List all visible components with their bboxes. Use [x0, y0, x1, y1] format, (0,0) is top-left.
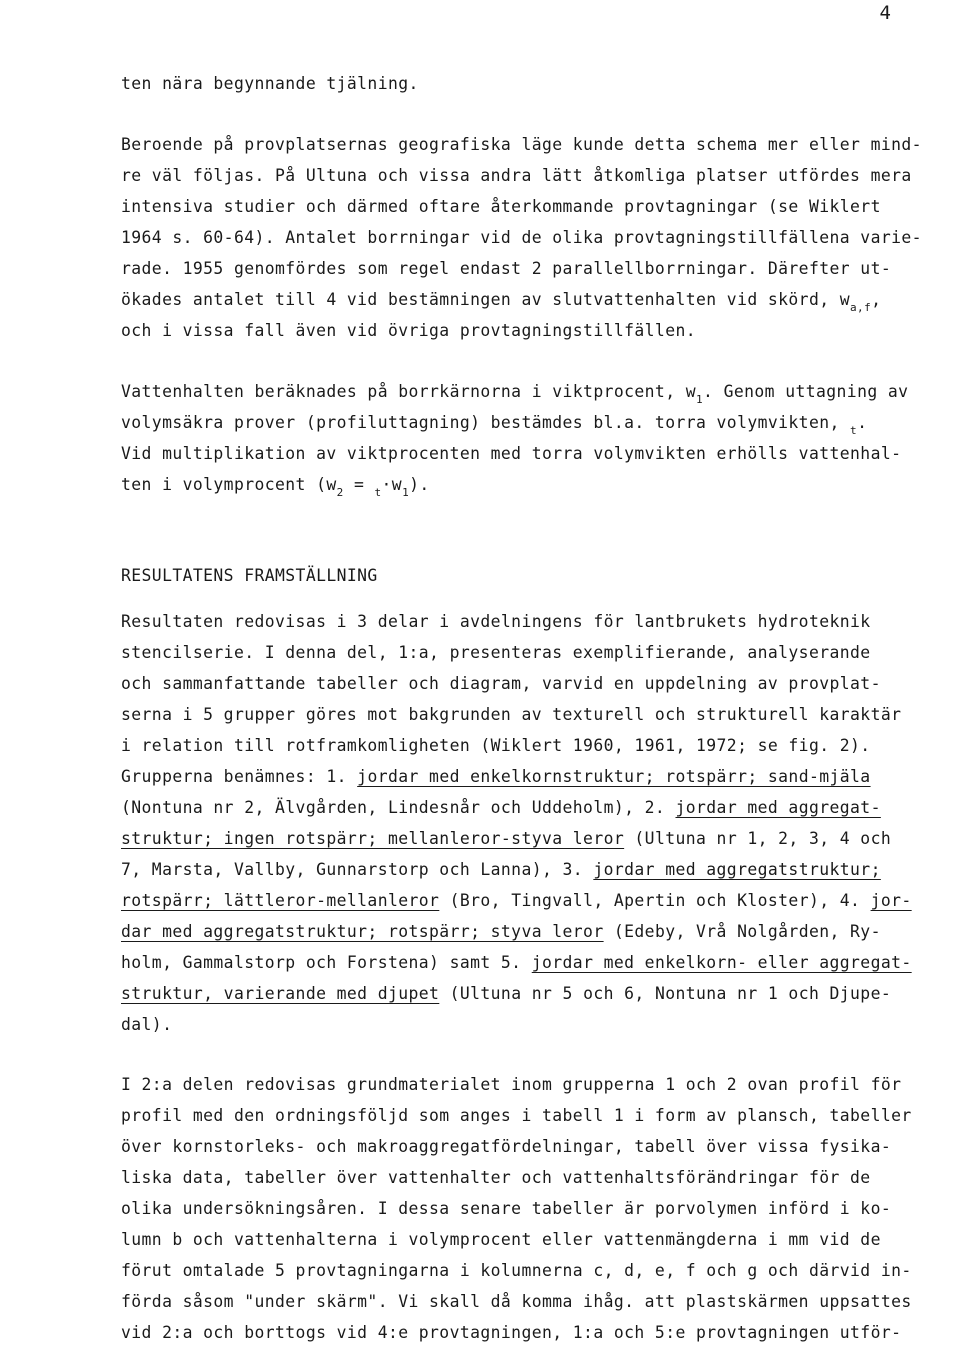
- text-line: rotspärr; lättleror-mellanleror (Bro, Tingvall, Apertin och Kloster), 4. jor-: [121, 891, 912, 910]
- text-line: vid 2:a och borttogs vid 4:e provtagningen, 1:a och 5:e provtagningen utför-: [121, 1323, 902, 1342]
- paragraph-results: [121, 606, 921, 1040]
- text-line: och i vissa fall även vid övriga provtagningstillfällen.: [121, 321, 697, 340]
- underlined-term: jor-: [870, 891, 912, 910]
- text-line: Beroende på provplatsernas geografiska läge kunde detta schema mer eller mind-: [121, 135, 922, 154]
- subscript: 1: [696, 393, 704, 406]
- text-line: lumn b och vattenhalterna i volymprocent eller vattenmängderna i mm vid de: [121, 1230, 881, 1249]
- text-line: 1964 s. 60-64). Antalet borrningar vid de olika provtagningstillfällena varie-: [121, 228, 922, 247]
- text-line: ten nära begynnande tjälning.: [121, 74, 419, 93]
- text-line: 7, Marsta, Vallby, Gunnarstorp och Lanna), 3. jordar med aggregatstruktur;: [121, 860, 881, 879]
- text-line: i relation till rotframkomligheten (Wiklert 1960, 1961, 1972; se fig. 2).: [121, 736, 871, 755]
- underlined-term: jordar med aggregat-: [675, 798, 881, 817]
- text-line: (Nontuna nr 2, Älvgården, Lindesnår och Uddeholm), 2. jordar med aggregat-: [121, 798, 881, 817]
- subscript: a,f: [850, 301, 872, 314]
- underlined-term: rotspärr; lättleror-mellanleror: [121, 891, 440, 910]
- text-line: ökades antalet till 4 vid bestämningen av slutvattenhalten vid skörd, $w_{a,f}$,: [121, 290, 882, 314]
- subscript: 1: [402, 486, 410, 499]
- subscript: t: [850, 424, 858, 437]
- underlined-term: dar med aggregatstruktur; rotspärr; styva leror: [121, 922, 604, 941]
- underlined-term: jordar med enkelkornstruktur; rotspärr; sand-mjäla: [357, 767, 871, 786]
- text-line: struktur; ingen rotspärr; mellanleror-styva leror (Ultuna nr 1, 2, 3, 4 och: [121, 829, 892, 848]
- paragraph-sampling: [121, 129, 921, 346]
- text-line: liska data, tabeller över vattenhalter och vattenhaltsförändringar för de: [121, 1168, 871, 1187]
- text-line: Grupperna benämnes: 1. jordar med enkelkornstruktur; rotspärr; sand-mjäla: [121, 767, 871, 786]
- text-line: Resultaten redovisas i 3 delar i avdelningens för lantbrukets hydroteknik: [121, 612, 871, 631]
- text-line: struktur, varierande med djupet (Ultuna nr 5 och 6, Nontuna nr 1 och Djupe-: [121, 984, 892, 1003]
- underlined-term: jordar med aggregatstruktur;: [593, 860, 881, 879]
- text-line: intensiva studier och därmed oftare återkommande provtagningar (se Wiklert: [121, 197, 881, 216]
- text-line: profil med den ordningsföljd som anges i tabell 1 i form av plansch, tabeller: [121, 1106, 912, 1125]
- text-line: Vattenhalten beräknades på borrkärnorna i viktprocent, $w_1$. Genom uttagning av: [121, 382, 909, 406]
- text-line: I 2:a delen redovisas grundmaterialet inom grupperna 1 och 2 ovan profil för: [121, 1075, 902, 1094]
- text-line: stencilserie. I denna del, 1:a, presenteras exemplifierande, analyserande: [121, 643, 871, 662]
- text-line: dar med aggregatstruktur; rotspärr; styva leror (Edeby, Vrå Nolgården, Ry-: [121, 922, 881, 941]
- paragraph-part-two: [121, 1069, 921, 1348]
- page-number: 4: [879, 2, 892, 24]
- text-line: Vid multiplikation av viktprocenten med torra volymvikten erhölls vattenhal-: [121, 444, 902, 463]
- text-line: rade. 1955 genomfördes som regel endast 2 parallellborrningar. Därefter ut-: [121, 259, 892, 278]
- paragraph-intro: [121, 68, 921, 99]
- text-line: förda såsom "under skärm". Vi skall då komma ihåg. att plastskärmen uppsattes: [121, 1292, 912, 1311]
- paragraph-water-content: [121, 376, 921, 500]
- text-line: ten i volymprocent $(w_2 = _t\cdot w_1)$.: [121, 475, 430, 499]
- text-line: volymsäkra prover (profiluttagning) bestämdes bl.a. torra volymvikten, $_t$.: [121, 413, 868, 437]
- text-line: dal).: [121, 1015, 173, 1034]
- text-line: re väl följas. På Ultuna och vissa andra lätt åtkomliga platser utfördes mera: [121, 166, 912, 185]
- underlined-term: jordar med enkelkorn- eller aggregat-: [531, 953, 912, 972]
- text-line: holm, Gammalstorp och Forstena) samt 5. jordar med enkelkorn- eller aggregat-: [121, 953, 912, 972]
- subscript: 2: [336, 486, 344, 499]
- underlined-term: struktur, varierande med djupet: [121, 984, 440, 1003]
- text-line: och sammanfattande tabeller och diagram, varvid en uppdelning av provplat-: [121, 674, 881, 693]
- text-line: över kornstorleks- och makroaggregatfördelningar, tabell över vissa fysika-: [121, 1137, 892, 1156]
- underlined-term: struktur; ingen rotspärr; mellanleror-styva leror: [121, 829, 625, 848]
- section-heading: RESULTATENS FRAMSTÄLLNING: [121, 566, 378, 585]
- text-line: olika undersökningsåren. I dessa senare tabeller är porvolymen införd i ko-: [121, 1199, 892, 1218]
- text-line: förut omtalade 5 provtagningarna i kolumnerna c, d, e, f och g och därvid in-: [121, 1261, 912, 1280]
- subscript: t: [374, 486, 382, 499]
- text-line: serna i 5 grupper göres mot bakgrunden av texturell och strukturell karaktär: [121, 705, 902, 724]
